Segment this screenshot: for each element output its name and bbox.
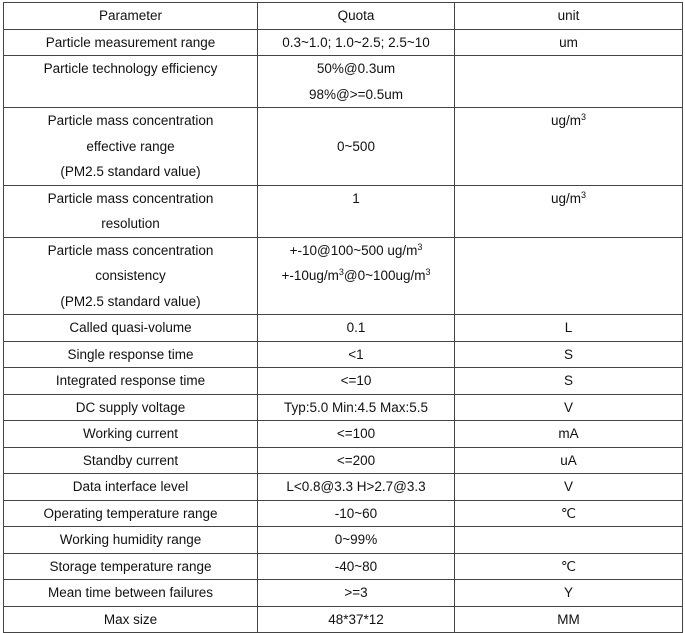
quota-line: 50%@0.3um (316, 61, 396, 76)
table-row (4, 447, 683, 474)
quota-cell: -40~80 (258, 553, 455, 580)
unit-cell: S (455, 341, 683, 368)
parameter-cell: Standby current (4, 447, 258, 474)
unit-cell: Y (455, 580, 683, 607)
parameter-line: effective range (86, 138, 175, 154)
parameter-cell: Data interface level (4, 474, 258, 501)
quota-cell: 0.1 (258, 315, 455, 342)
parameter-cell: Working humidity range (4, 527, 258, 554)
quota-cell: Typ:5.0 Min:4.5 Max:5.5 (258, 394, 455, 421)
quota-cell: 0.3~1.0; 1.0~2.5; 2.5~10 (258, 29, 455, 56)
header-quota: Quota (258, 3, 455, 30)
parameter-line: Particle mass concentration (47, 113, 214, 128)
unit-cell: mA (455, 421, 683, 448)
unit-cell: S (455, 368, 683, 395)
parameter-line: Particle mass concentration (47, 190, 214, 206)
unit-cell: ℃ (455, 500, 683, 527)
parameter-cell (4, 237, 258, 315)
table-row (4, 580, 683, 607)
unit-cell (455, 527, 683, 554)
quota-cell: 0~99% (258, 527, 455, 554)
unit-cell (455, 185, 683, 237)
quota-text: @0~100ug/m (343, 268, 426, 283)
quota-superscript: 3 (417, 241, 423, 252)
quota-cell (258, 56, 455, 108)
quota-cell: <1 (258, 341, 455, 368)
unit-cell (455, 237, 683, 315)
parameter-cell: Called quasi-volume (4, 315, 258, 342)
table-row (4, 527, 683, 554)
table-row (4, 500, 683, 527)
table-row (4, 341, 683, 368)
unit-text: ug/m (550, 190, 581, 206)
parameter-cell: Operating temperature range (4, 500, 258, 527)
header-unit: unit (455, 3, 683, 30)
table-row (4, 237, 683, 315)
parameter-cell: DC supply voltage (4, 394, 258, 421)
parameter-line: resolution (101, 216, 160, 231)
quota-line (258, 238, 454, 264)
unit-cell (455, 108, 683, 186)
unit-superscript: 3 (581, 189, 587, 200)
quota-superscript: 3 (425, 267, 431, 277)
quota-cell: <=200 (258, 447, 455, 474)
table-row (4, 368, 683, 395)
table-row (4, 606, 683, 633)
quota-cell: >=3 (258, 580, 455, 607)
quota-cell (258, 237, 455, 315)
quota-line (258, 263, 454, 289)
parameter-cell (4, 108, 258, 186)
unit-cell: V (455, 394, 683, 421)
unit-cell: ℃ (455, 553, 683, 580)
table-row (4, 315, 683, 342)
quota-cell: L<0.8@3.3 H>2.7@3.3 (258, 474, 455, 501)
parameter-line: (PM2.5 standard value) (60, 164, 201, 179)
parameter-cell: Mean time between failures (4, 580, 258, 607)
parameter-cell: Single response time (4, 341, 258, 368)
quota-text: +-10ug/m (281, 268, 339, 283)
unit-cell: um (455, 29, 683, 56)
unit-cell: uA (455, 447, 683, 474)
unit-cell: L (455, 315, 683, 342)
parameter-cell: Working current (4, 421, 258, 448)
quota-cell: 0~500 (258, 108, 455, 186)
unit-cell: V (455, 474, 683, 501)
table-row (4, 394, 683, 421)
quota-text: +-10@100~500 ug/m (289, 242, 418, 258)
quota-cell: 48*37*12 (258, 606, 455, 633)
table-row (4, 474, 683, 501)
quota-cell: -10~60 (258, 500, 455, 527)
unit-cell (455, 56, 683, 108)
quota-cell: <=100 (258, 421, 455, 448)
parameter-line: Particle technology efficiency (43, 61, 218, 76)
parameter-cell: Max size (4, 606, 258, 633)
unit-superscript: 3 (581, 112, 587, 122)
parameter-cell: Storage temperature range (4, 553, 258, 580)
parameter-line: Particle mass concentration (47, 242, 214, 258)
quota-cell: 1 (258, 185, 455, 237)
parameter-line: (PM2.5 standard value) (60, 293, 201, 309)
table-row (4, 553, 683, 580)
quota-superscript: 3 (338, 267, 344, 277)
unit-text: ug/m (550, 113, 581, 128)
quota-cell: <=10 (258, 368, 455, 395)
specification-table (3, 2, 683, 633)
table-row (4, 185, 683, 237)
parameter-cell: Particle measurement range (4, 29, 258, 56)
table-row (4, 108, 683, 186)
table-row (4, 421, 683, 448)
table-row (4, 29, 683, 56)
header-parameter: Parameter (4, 3, 258, 30)
unit-cell: MM (455, 606, 683, 633)
quota-line: 98%@>=0.5um (308, 86, 403, 102)
table-row (4, 56, 683, 108)
parameter-cell (4, 56, 258, 108)
header-row (4, 3, 683, 30)
parameter-line: consistency (95, 268, 166, 283)
parameter-cell: Integrated response time (4, 368, 258, 395)
parameter-cell (4, 185, 258, 237)
